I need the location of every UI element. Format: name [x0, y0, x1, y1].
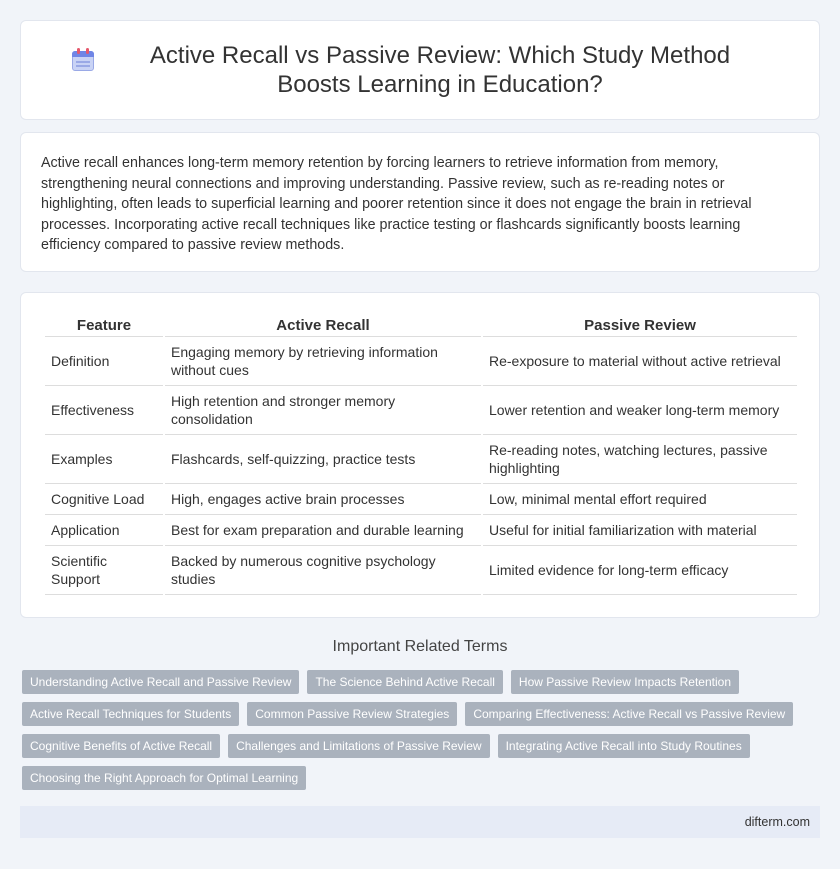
- table-row: [45, 484, 797, 515]
- header-feature: Feature: [45, 313, 163, 337]
- cell-feature: Cognitive Load: [45, 484, 163, 515]
- related-term-tag[interactable]: Comparing Effectiveness: Active Recall vs Passive Review: [465, 702, 793, 726]
- cell-active: High retention and stronger memory consolidation: [165, 386, 481, 435]
- table-row: [45, 337, 797, 386]
- comparison-card: [20, 292, 820, 618]
- table-header-row: [45, 313, 797, 337]
- calendar-icon: [70, 47, 96, 73]
- comparison-table: [43, 313, 799, 595]
- page-title: Active Recall vs Passive Review: Which Study Method Boosts Learning in Education?: [149, 42, 731, 98]
- cell-passive: Useful for initial familiarization with material: [483, 515, 797, 546]
- footer-site-link[interactable]: difterm.com: [744, 815, 810, 829]
- related-terms-list: [22, 670, 822, 798]
- related-term-tag[interactable]: Active Recall Techniques for Students: [22, 702, 239, 726]
- cell-feature: Scientific Support: [45, 546, 163, 595]
- title-card: [20, 20, 820, 120]
- related-term-tag[interactable]: The Science Behind Active Recall: [307, 670, 502, 694]
- cell-passive: Re-reading notes, watching lectures, passive highlighting: [483, 435, 797, 484]
- cell-active: Backed by numerous cognitive psychology studies: [165, 546, 481, 595]
- intro-card: [20, 132, 820, 272]
- table-row: [45, 515, 797, 546]
- cell-feature: Definition: [45, 337, 163, 386]
- cell-feature: Effectiveness: [45, 386, 163, 435]
- related-term-tag[interactable]: Understanding Active Recall and Passive Review: [22, 670, 299, 694]
- table-row: [45, 546, 797, 595]
- header-passive-review: Passive Review: [483, 313, 797, 337]
- table-row: [45, 386, 797, 435]
- table-row: [45, 435, 797, 484]
- cell-active: High, engages active brain processes: [165, 484, 481, 515]
- cell-active: Engaging memory by retrieving information without cues: [165, 337, 481, 386]
- cell-active: Flashcards, self-quizzing, practice tests: [165, 435, 481, 484]
- related-term-tag[interactable]: How Passive Review Impacts Retention: [511, 670, 739, 694]
- related-term-tag[interactable]: Cognitive Benefits of Active Recall: [22, 734, 220, 758]
- related-terms-title: Important Related Terms: [332, 638, 508, 655]
- related-term-tag[interactable]: Common Passive Review Strategies: [247, 702, 457, 726]
- cell-passive: Lower retention and weaker long-term memory: [483, 386, 797, 435]
- related-term-tag[interactable]: Challenges and Limitations of Passive Review: [228, 734, 489, 758]
- cell-passive: Low, minimal mental effort required: [483, 484, 797, 515]
- related-term-tag[interactable]: Integrating Active Recall into Study Routines: [498, 734, 750, 758]
- cell-passive: Re-exposure to material without active retrieval: [483, 337, 797, 386]
- cell-feature: Examples: [45, 435, 163, 484]
- cell-active: Best for exam preparation and durable learning: [165, 515, 481, 546]
- related-term-tag[interactable]: Choosing the Right Approach for Optimal Learning: [22, 766, 306, 790]
- cell-feature: Application: [45, 515, 163, 546]
- cell-passive: Limited evidence for long-term efficacy: [483, 546, 797, 595]
- intro-paragraph: Active recall enhances long-term memory retention by forcing learners to retrieve information from memory, strengthening neural connections and improving understanding. Passive review, such as re-reading notes or highlighting, often leads to superficial learning and poorer retention since it does not engage the brain in retrieval processes. Incorporating active recall techniques like practice testing or flashcards significantly boosts learning efficiency compared to passive review methods.: [41, 155, 752, 253]
- footer: [20, 806, 820, 838]
- header-active-recall: Active Recall: [165, 313, 481, 337]
